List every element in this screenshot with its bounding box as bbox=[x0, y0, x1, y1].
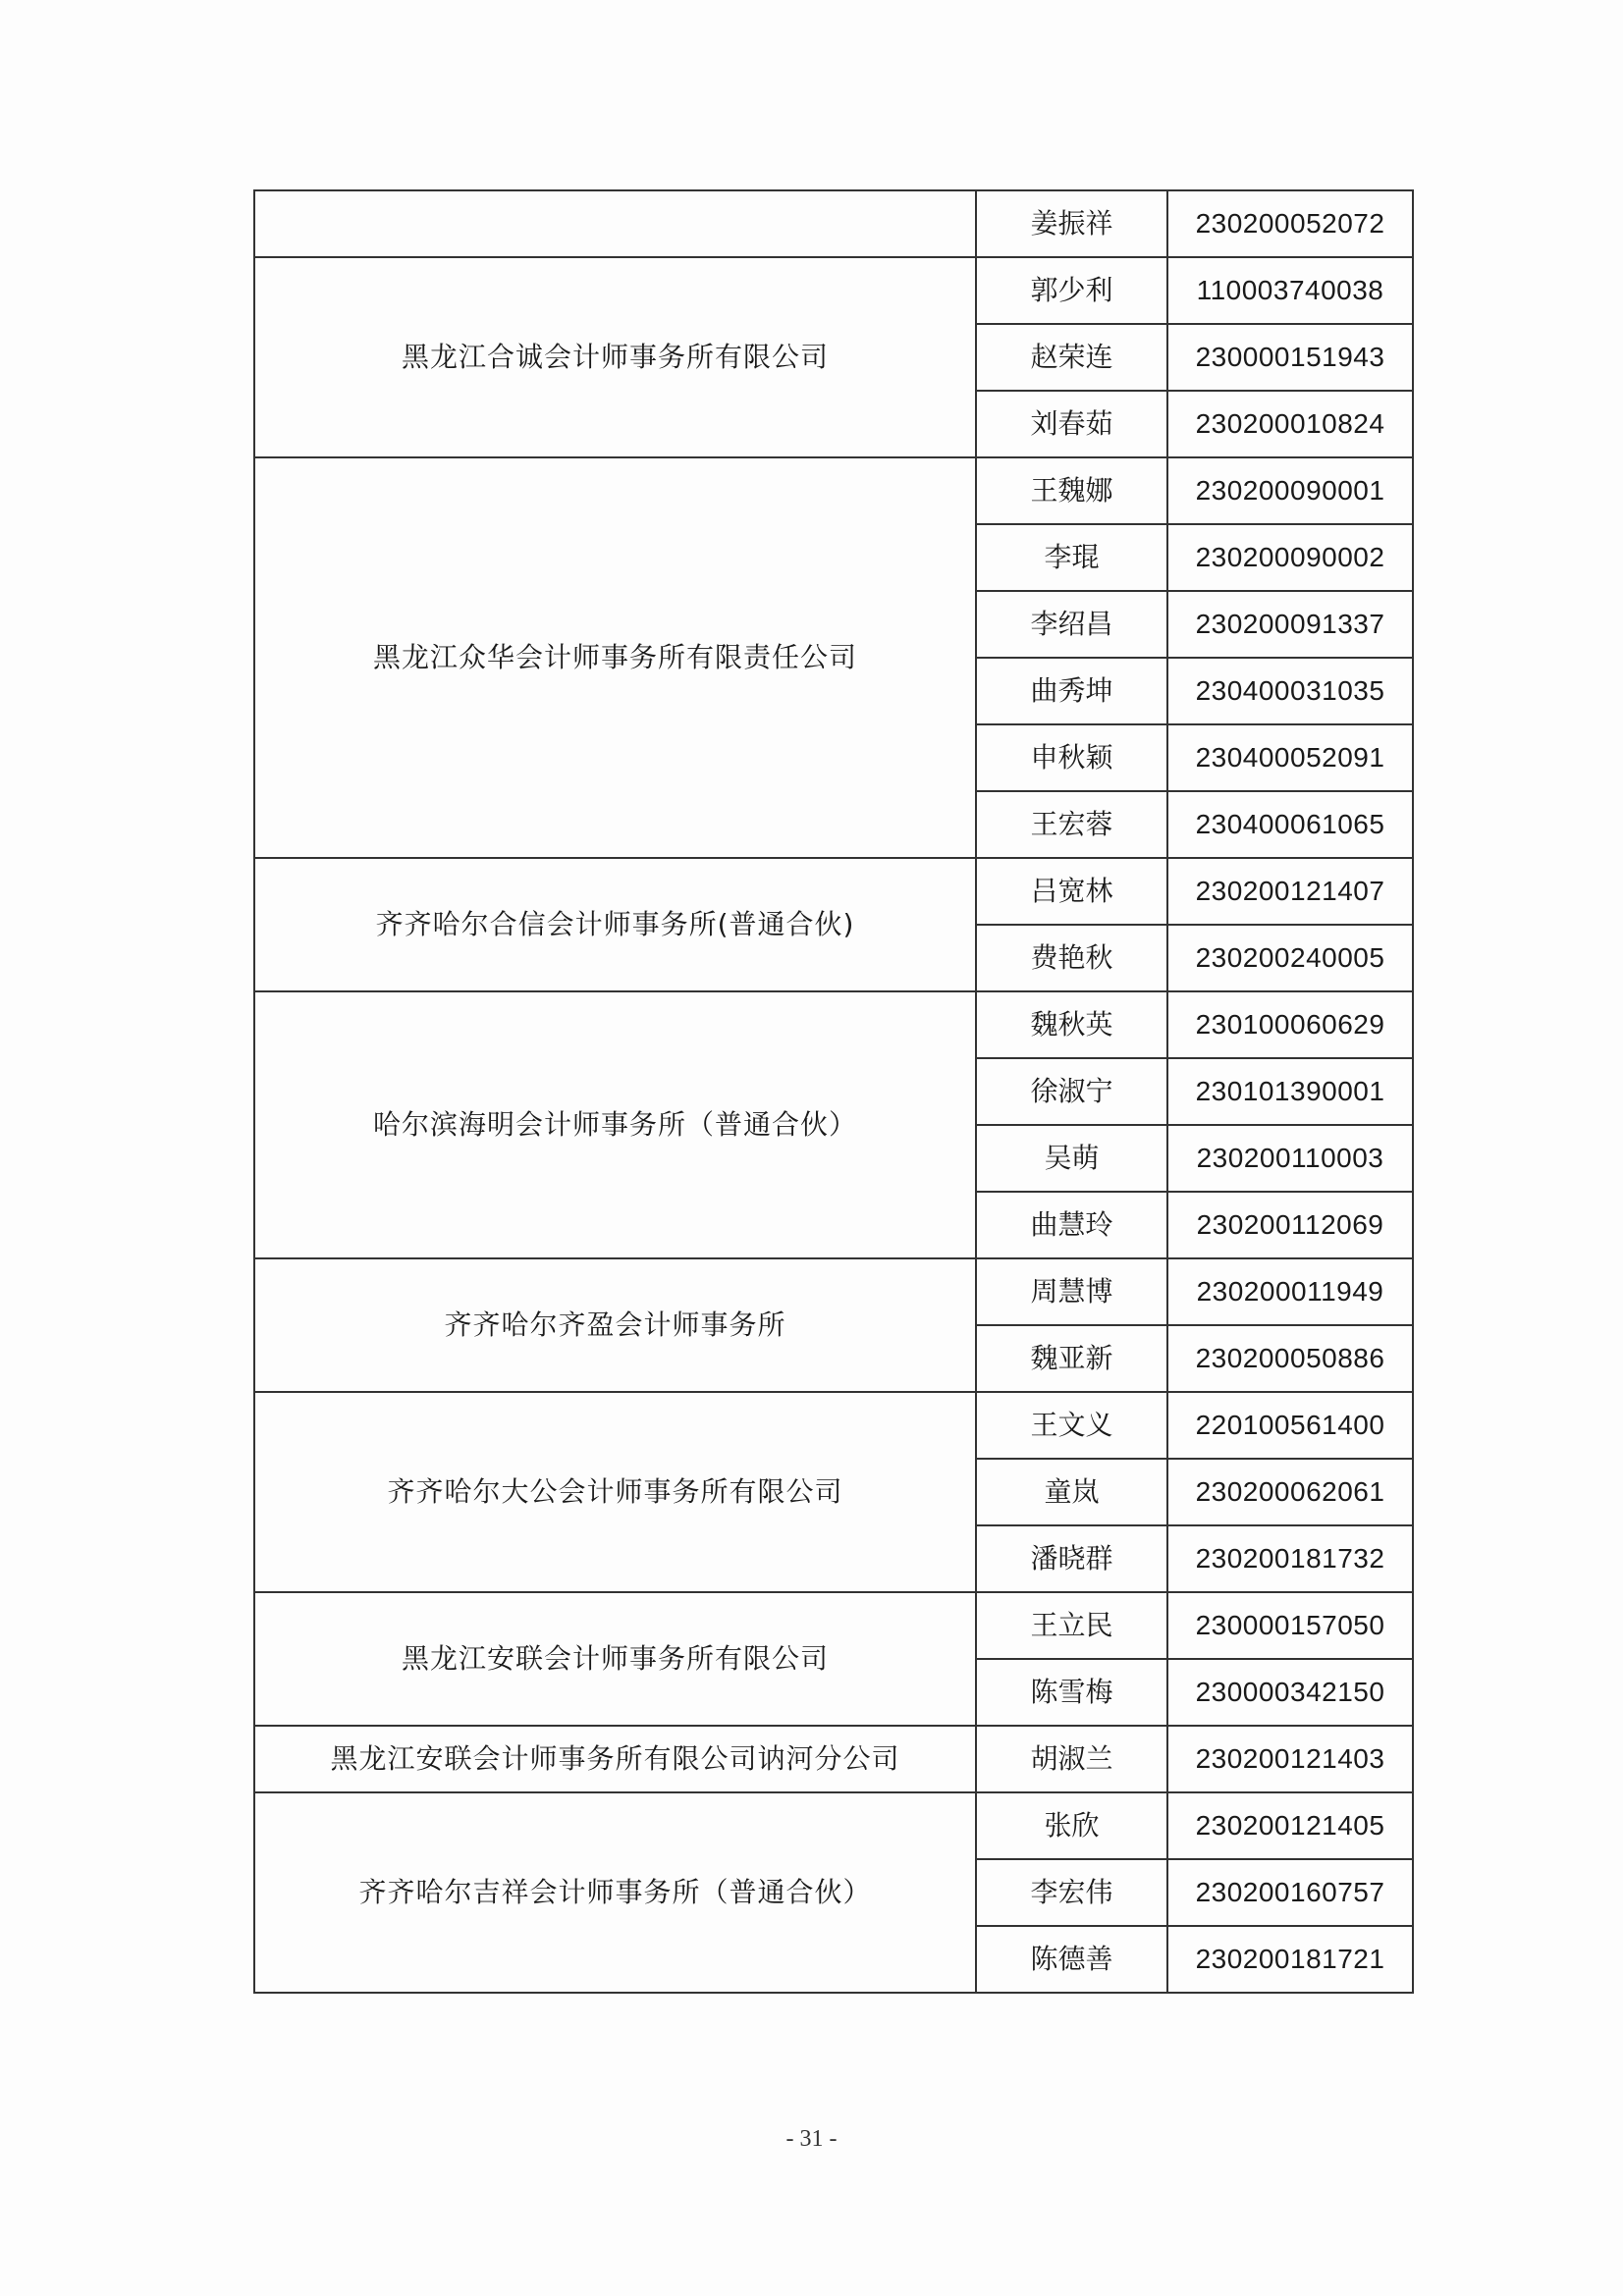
cpa-name-cell: 魏秋英 bbox=[976, 991, 1167, 1058]
roster-body bbox=[254, 190, 1413, 1993]
cpa-certificate-number-cell: 230200090001 bbox=[1167, 457, 1413, 524]
cpa-certificate-number-cell: 230200112069 bbox=[1167, 1192, 1413, 1258]
cpa-name-cell: 刘春茹 bbox=[976, 391, 1167, 457]
cpa-certificate-number-cell: 230200121405 bbox=[1167, 1792, 1413, 1859]
cpa-certificate-number-cell: 230400052091 bbox=[1167, 724, 1413, 791]
cpa-name-cell: 李绍昌 bbox=[976, 591, 1167, 658]
page-number: - 31 - bbox=[785, 2126, 838, 2152]
table-row bbox=[254, 1792, 1413, 1859]
cpa-certificate-number-cell: 110003740038 bbox=[1167, 257, 1413, 324]
table-row bbox=[254, 457, 1413, 524]
cpa-name-cell: 赵荣连 bbox=[976, 324, 1167, 391]
cpa-certificate-number-cell: 230200181732 bbox=[1167, 1525, 1413, 1592]
cpa-name-cell: 王立民 bbox=[976, 1592, 1167, 1659]
table-row bbox=[254, 257, 1413, 324]
table-row bbox=[254, 1592, 1413, 1659]
firm-name-cell: 哈尔滨海明会计师事务所（普通合伙） bbox=[254, 991, 976, 1258]
firm-name-cell: 齐齐哈尔齐盈会计师事务所 bbox=[254, 1258, 976, 1392]
cpa-certificate-number-cell: 230200091337 bbox=[1167, 591, 1413, 658]
table-row bbox=[254, 1258, 1413, 1325]
cpa-name-cell: 曲秀坤 bbox=[976, 658, 1167, 724]
firm-name-cell: 黑龙江合诚会计师事务所有限公司 bbox=[254, 257, 976, 457]
cpa-certificate-number-cell: 230400061065 bbox=[1167, 791, 1413, 858]
cpa-name-cell: 徐淑宁 bbox=[976, 1058, 1167, 1125]
cpa-name-cell: 张欣 bbox=[976, 1792, 1167, 1859]
cpa-name-cell: 陈德善 bbox=[976, 1926, 1167, 1993]
cpa-name-cell: 童岚 bbox=[976, 1459, 1167, 1525]
cpa-certificate-number-cell: 230101390001 bbox=[1167, 1058, 1413, 1125]
cpa-certificate-number-cell: 230200011949 bbox=[1167, 1258, 1413, 1325]
cpa-certificate-number-cell: 230200240005 bbox=[1167, 925, 1413, 991]
table-row bbox=[254, 1726, 1413, 1792]
table-row bbox=[254, 991, 1413, 1058]
firm-name-cell: 黑龙江众华会计师事务所有限责任公司 bbox=[254, 457, 976, 858]
cpa-name-cell: 曲慧玲 bbox=[976, 1192, 1167, 1258]
cpa-certificate-number-cell: 230000342150 bbox=[1167, 1659, 1413, 1726]
firm-name-cell bbox=[254, 190, 976, 257]
cpa-certificate-number-cell: 230200050886 bbox=[1167, 1325, 1413, 1392]
firm-name-cell: 齐齐哈尔合信会计师事务所(普通合伙) bbox=[254, 858, 976, 991]
cpa-certificate-number-cell: 230200121407 bbox=[1167, 858, 1413, 925]
cpa-certificate-number-cell: 220100561400 bbox=[1167, 1392, 1413, 1459]
cpa-name-cell: 申秋颖 bbox=[976, 724, 1167, 791]
cpa-certificate-number-cell: 230200090002 bbox=[1167, 524, 1413, 591]
firm-name-cell: 齐齐哈尔大公会计师事务所有限公司 bbox=[254, 1392, 976, 1592]
cpa-name-cell: 胡淑兰 bbox=[976, 1726, 1167, 1792]
cpa-certificate-number-cell: 230000151943 bbox=[1167, 324, 1413, 391]
cpa-certificate-number-cell: 230000157050 bbox=[1167, 1592, 1413, 1659]
table-row bbox=[254, 190, 1413, 257]
cpa-name-cell: 潘晓群 bbox=[976, 1525, 1167, 1592]
cpa-certificate-number-cell: 230200160757 bbox=[1167, 1859, 1413, 1926]
cpa-certificate-number-cell: 230200052072 bbox=[1167, 190, 1413, 257]
cpa-roster-table bbox=[253, 189, 1414, 1994]
cpa-name-cell: 李琨 bbox=[976, 524, 1167, 591]
cpa-name-cell: 吕宽林 bbox=[976, 858, 1167, 925]
cpa-name-cell: 姜振祥 bbox=[976, 190, 1167, 257]
cpa-certificate-number-cell: 230200121403 bbox=[1167, 1726, 1413, 1792]
cpa-certificate-number-cell: 230400031035 bbox=[1167, 658, 1413, 724]
cpa-certificate-number-cell: 230200181721 bbox=[1167, 1926, 1413, 1993]
cpa-name-cell: 王魏娜 bbox=[976, 457, 1167, 524]
cpa-name-cell: 李宏伟 bbox=[976, 1859, 1167, 1926]
cpa-certificate-number-cell: 230200062061 bbox=[1167, 1459, 1413, 1525]
cpa-name-cell: 郭少利 bbox=[976, 257, 1167, 324]
cpa-name-cell: 王文义 bbox=[976, 1392, 1167, 1459]
cpa-name-cell: 陈雪梅 bbox=[976, 1659, 1167, 1726]
cpa-certificate-number-cell: 230200010824 bbox=[1167, 391, 1413, 457]
cpa-name-cell: 吴萌 bbox=[976, 1125, 1167, 1192]
table-row bbox=[254, 858, 1413, 925]
table-row bbox=[254, 1392, 1413, 1459]
cpa-name-cell: 费艳秋 bbox=[976, 925, 1167, 991]
cpa-name-cell: 周慧博 bbox=[976, 1258, 1167, 1325]
firm-name-cell: 黑龙江安联会计师事务所有限公司 bbox=[254, 1592, 976, 1726]
cpa-certificate-number-cell: 230100060629 bbox=[1167, 991, 1413, 1058]
cpa-name-cell: 魏亚新 bbox=[976, 1325, 1167, 1392]
firm-name-cell: 齐齐哈尔吉祥会计师事务所（普通合伙） bbox=[254, 1792, 976, 1993]
firm-name-cell: 黑龙江安联会计师事务所有限公司讷河分公司 bbox=[254, 1726, 976, 1792]
cpa-name-cell: 王宏蓉 bbox=[976, 791, 1167, 858]
cpa-certificate-number-cell: 230200110003 bbox=[1167, 1125, 1413, 1192]
